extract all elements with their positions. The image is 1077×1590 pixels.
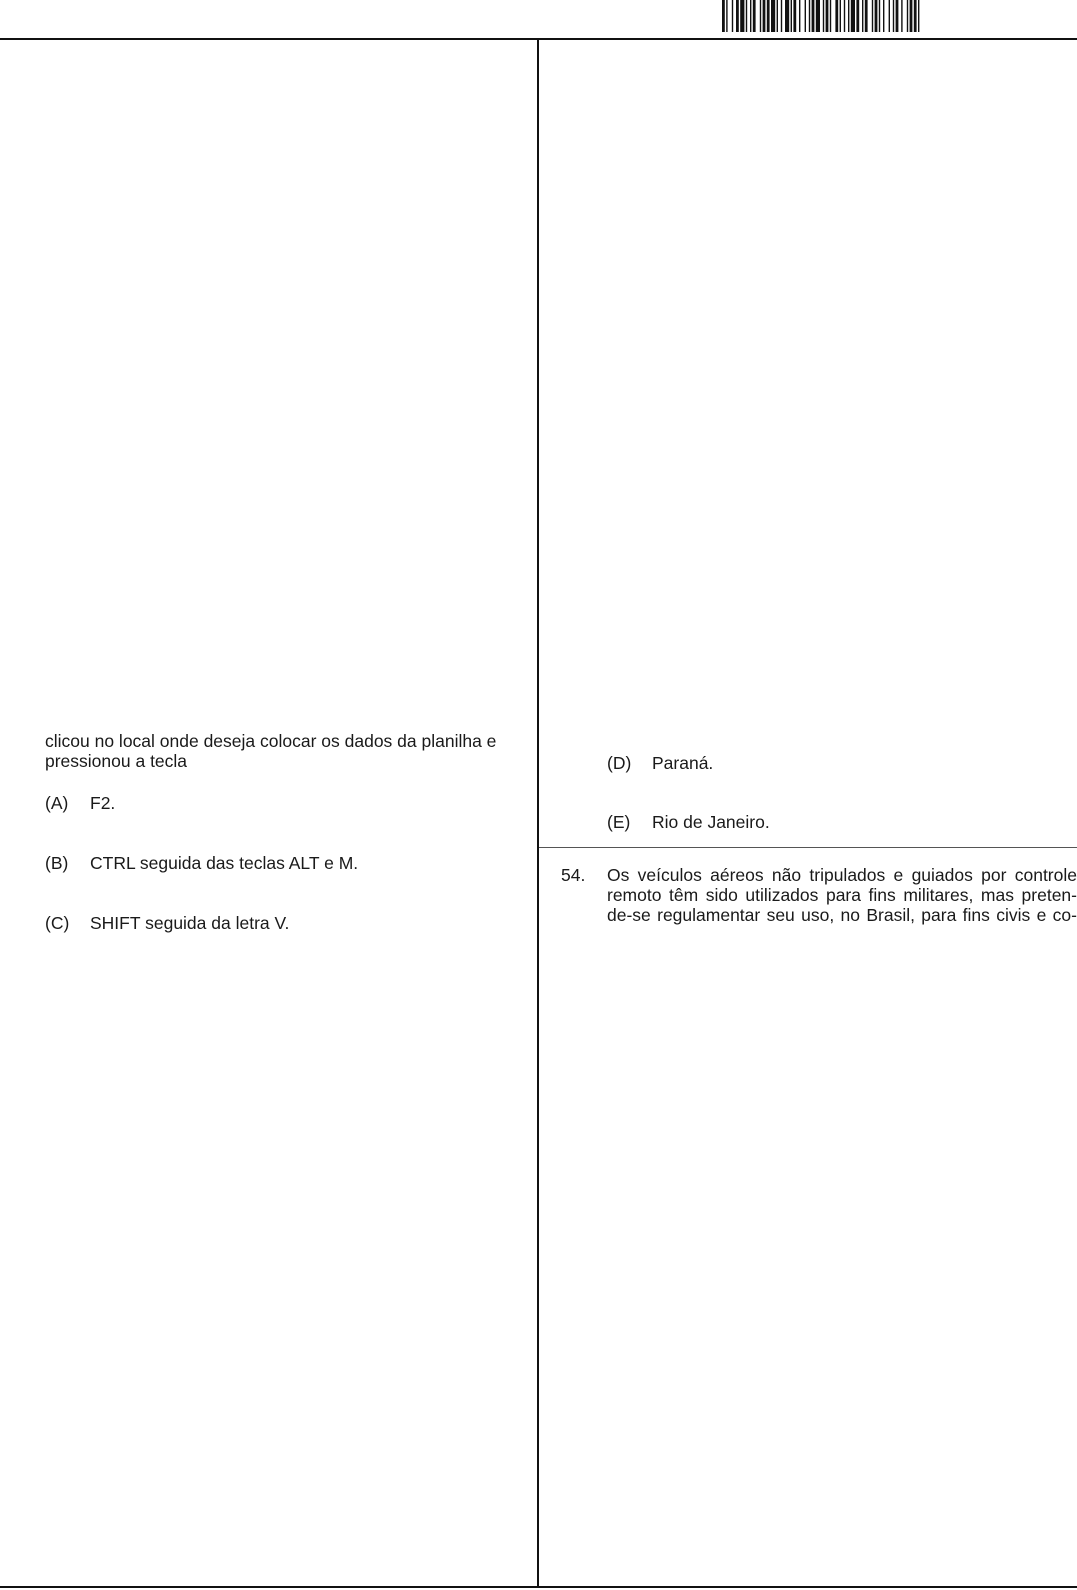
option-text: Rio de Janeiro. [652, 812, 770, 832]
bottom-rule [0, 1586, 1077, 1588]
option-letter: (D) [607, 753, 632, 773]
option-letter: (E) [607, 812, 631, 832]
column-divider [537, 39, 539, 1588]
barcode-image [722, 0, 1077, 32]
option-letter: (C) [45, 913, 70, 933]
question-line: de-se regulamentar seu uso, no Brasil, para fins civis e co- [607, 905, 1077, 925]
option-text: SHIFT seguida da letra V. [90, 913, 290, 933]
option-text: F2. [90, 793, 116, 813]
question-line: Os veículos aéreos não tripulados e guiados por controle [607, 865, 1077, 885]
question-number: 54. [561, 865, 586, 885]
question-continuation-text: clicou no local onde deseja colocar os dados da planilha e pressionou a tecla [45, 731, 497, 771]
option-text: CTRL seguida das teclas ALT e M. [90, 853, 359, 873]
option-text: Paraná. [652, 753, 714, 773]
option-letter: (B) [45, 853, 69, 873]
question-line: remoto têm sido utilizados para fins militares, mas preten- [607, 885, 1077, 905]
question-statement [607, 865, 1077, 925]
question-separator [539, 847, 1077, 848]
option-letter: (A) [45, 793, 69, 813]
